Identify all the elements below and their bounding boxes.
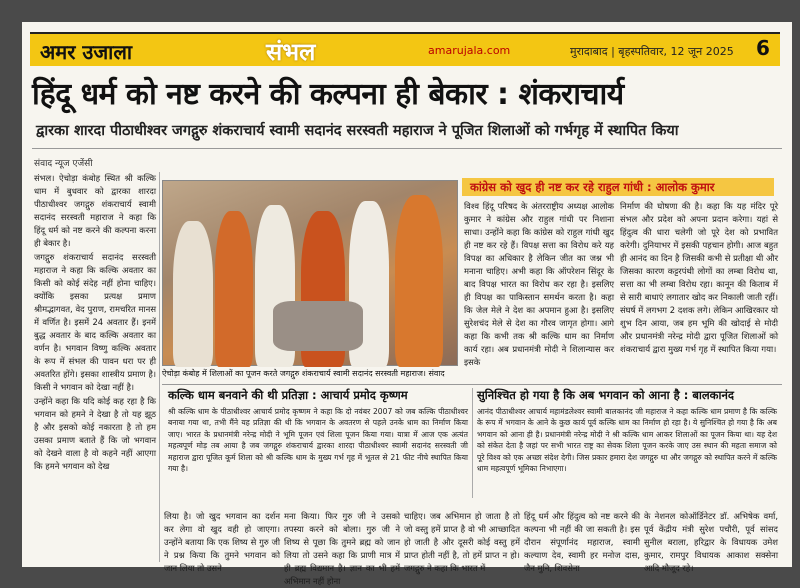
- story-column: विश्व हिंदू परिषद के अंतरराष्ट्रीय अध्यक्ष आलोक कुमार ने कांग्रेस और राहुल गांधी पर निशाना साधा। उन्होंने कहा कि कांग्रेस को राहुल गांधी खुद ही नष्ट कर रहे हैं। विपक्ष सत्ता का विरोध करे यह विपक्ष का अधिकार है लेकिन जीत का जश्न भी मनाना चाहिए। अभी कहा कि ऑपरेशन सिंदूर के बाद विपक्ष भारत का विरोध कर रहा है। इसलिए ही विपक्ष का पाकिस्तान समर्थन करता है। कहा कि जेल मेले ने देश का अपमान हुआ है। इसलिए सुरेशचंद मेले से देश का गौरव जागृत होगा। आगे कहा कि कभी तक श्री कल्कि धाम का निर्माण कार्य रहा। अब प्रधानमंत्री मोदी ने शिलान्यास कर इसके: [464, 201, 614, 367]
- website-link[interactable]: amarujala.com: [428, 44, 511, 57]
- person-figure: [215, 211, 253, 367]
- city-edition-title: संभल: [266, 38, 316, 66]
- bottom-column: हिंदू धर्म और हिंदुत्व को नष्ट करने की कल्पना भी नहीं की जा सकती है। इस दौरान संपूर्णानंद महाराज, स्वामी कल्याण देव, स्वामी हर मनोज दास, जैन मुनि, शिवसेना: [524, 511, 640, 573]
- bottom-column: लिया है। जो खुद भगवान का दर्शन कर लेगा वो खुद वही हो जाएगा। उन्होंने बताया कि एक शिष्य से गुरु जी ने प्रश्न किया कि तुमने भगवान को जान लिया तो उसने: [164, 511, 280, 573]
- left-column: [34, 172, 156, 564]
- main-headline: हिंदू धर्म को नष्ट करने की कल्पना ही बेकार : शंकराचार्य: [32, 77, 624, 112]
- story-heading: कांग्रेस को खुद ही नष्ट कर रहे राहुल गांधी : आलोक कुमार: [462, 178, 774, 196]
- story-text: आनंद पीठाधीश्वर आचार्य महामंडलेश्वर स्वामी बालकानंद जी महाराज ने कहा कल्कि धाम प्रमाण है कि कल्कि के रूप में भगवान के आने के कुछ कार्य पूर्व कल्कि धाम का निर्माण हो रहा है। ये सुनिश्चित हो गया है कि अब भगवान को आना ही है। प्रधानमंत्री नरेन्द्र मोदी ने श्री कल्कि धाम आकर शिलाओं का पूजन किया था। यह देश को संकेत देता है जहां पर सभी भारत राष्ट्र का सेवक शिला पूजन करके जाए उस स्थान की महता समाज को पूरे विश्व को एक अच्छा संदेश देगी। जिस प्रकार हमारा देश जगद्गुरु था और जगद्गुरु को स्थापित करने में कल्कि धाम महत्वपूर्ण भूमिका निभाएगा।: [477, 407, 777, 474]
- byline: संवाद न्यूज एजेंसी: [34, 159, 93, 169]
- column-divider: [159, 172, 160, 562]
- page-number: 6: [756, 36, 770, 60]
- subheadline: द्वारका शारदा पीठाधीश्वर जगद्गुरु शंकराचार्य स्वामी सदानंद सरस्वती महाराज ने पूजित शिलाओं को गर्भगृह में स्थापित किया: [36, 123, 679, 139]
- news-photo: [162, 180, 458, 366]
- masthead: [30, 32, 780, 66]
- story-text: श्री कल्कि धाम के पीठाधीश्वर आचार्य प्रमोद कृष्णम ने कहा कि दो नवंबर 2007 को जब कल्कि पीठाधीश्वर बनाया गया था, तभी मैंने यह प्रतिज्ञा की थी कि भगवान के अवतरण से पहले उनके धाम का निर्माण किया जाए। भारत के प्रधानमंत्री नरेन्द्र मोदी ने भूमि पूजन एवं शिला पूजन किया गया। यात्रा में आज एक अत्यंत महत्वपूर्ण मोड़ तब आया है जब जगद्गुरु शंकराचार्य द्वारका शारदा पीठाधीश्वर स्वामी सदानंद सरस्वती जी महाराज द्वारा पूजित कूर्म शिला को श्री कल्कि धाम के मुख्य गर्भ गृह में भूतल से 21 फीट नीचे स्थापित किया गया है।: [168, 407, 468, 474]
- photo-caption: ऐचोड़ा कंबोह में शिलाओं का पूजन करते जगद्गुरु शंकराचार्य स्वामी सदानंद सरस्वती महाराज। संवाद: [162, 369, 445, 378]
- newspaper-logo: अमर उजाला: [40, 40, 133, 64]
- newspaper-page: [22, 22, 792, 586]
- person-figure: [395, 195, 443, 367]
- dateline: मुरादाबाद | बृहस्पतिवार, 12 जून 2025: [570, 45, 734, 58]
- paragraph: उन्होंने कहा कि यदि कोई कह रहा है कि भगवान को हमने ने देखा है तो यह झूठ है और इसको कोई नकारता है तो हम उसका प्रमाण बताते हैं कि जो भगवान को देखने वाला है वो कहने नहीं आएगा कि हमने भगवान को देख: [34, 396, 156, 471]
- bottom-column: चाहिए। जब अभिमान हो जाता है तो जो वस्तु हमें प्राप्त है वो भी आच्छादित हो जाती है और दूसरी कोई वस्तु हमें प्राप्त होती नहीं है, तो हमें प्राप्त न हो। जगद्गुरु ने कहा कि भारत में: [404, 511, 520, 573]
- divider: [32, 148, 782, 149]
- bottom-column: मना किया। फिर गुरु जी ने उसको तपस्या करने को बोला। गुरु जी ने शिष्य से पूछा कि तुमने ब्रह्म को जान लिया तो उसने कहा कि प्राणी मात्र में ही ब्रह्म विद्यमान है। ज्ञान का भी हमें अभिमान नहीं होना: [284, 511, 400, 586]
- paragraph: संभल। ऐचोड़ा कंबोह स्थित श्री कल्कि धाम में बुधवार को द्वारका शारदा पीठाधीश्वर जगद्गुरु शंकराचार्य स्वामी सदानंद सरस्वती महाराज ने कहा कि हिंदू धर्म को नष्ट करने की कल्पना करना ही बेकार है।: [34, 173, 156, 248]
- paragraph: जगद्गुरु शंकराचार्य सदानंद सरस्वती महाराज ने कहा कि कल्कि अवतार का किसी को कोई संदेह नहीं होना चाहिए। क्योंकि इसका प्रत्यक्ष प्रमाण श्रीमद्भागवत, वेद पुराण, रामचरित मानस में वर्णित है। इसमें 24 अवतार हैं। इनमें बुद्ध अवतार के बाद कल्कि अवतार का वर्णन है। भगवान विष्णु कल्कि अवतार के रूप में संभल की पावन धरा पर ही अवतरित होंगे। इसका शास्त्रीय प्रमाण है। किसी ने भगवान को देखा नहीं है।: [34, 252, 156, 392]
- story-heading: सुनिश्चित हो गया है कि अब भगवान को आना है : बालकानंद: [477, 388, 734, 402]
- column-divider: [472, 388, 473, 498]
- story-heading: कल्कि धाम बनवाने की थी प्रतिज्ञा : आचार्य प्रमोद कृष्णम: [168, 388, 408, 402]
- story-column: निर्माण की घोषणा की है। कहा कि यह मंदिर पूरे संभल और प्रदेश को अपना प्रदान करेगा। यहां से हिंदुत्व की धारा चलेगी जो पूरे देश को प्रभावित करेगी। दुनियाभर में इसकी पहचान होगी। आज बहुत ही आनंद का दिन है जिसकी कभी से प्रतीक्षा थी और जिसका कारण कट्टरपंथी लोगों का लम्बा विरोध था, सत्ता का भी लम्बा विरोध रहा। कानून की किताब में से सारी बाधाएं लगातार खोद कर निकाली जाती रहीं। संघर्ष में लगभग 2 दशक लगे। लेकिन आखिरकार यो शुभ दिन आया, जब हम भूमि की खोदाई से मोदी और प्रधानमंत्री नरेन्द्र मोदी द्वारा पूजित शिलाओं को शंकराचार्य द्वारा मुख्य गर्भ गृह में स्थापित किया गया।: [620, 201, 778, 354]
- person-figure: [173, 221, 213, 367]
- bottom-column: के नेशनल कोऑर्डिनेटर डॉ. अभिषेक वर्मा, पूर्व केंद्रीय मंत्री सुरेश पचौरी, पूर्व सांसद सुनील बराला, हरिद्वार के विधायक उमेश कुमार, रामपुर विधायक आकाश सक्सेना आदि मौजूद रहे।: [644, 511, 778, 573]
- shila-stone: [273, 301, 363, 351]
